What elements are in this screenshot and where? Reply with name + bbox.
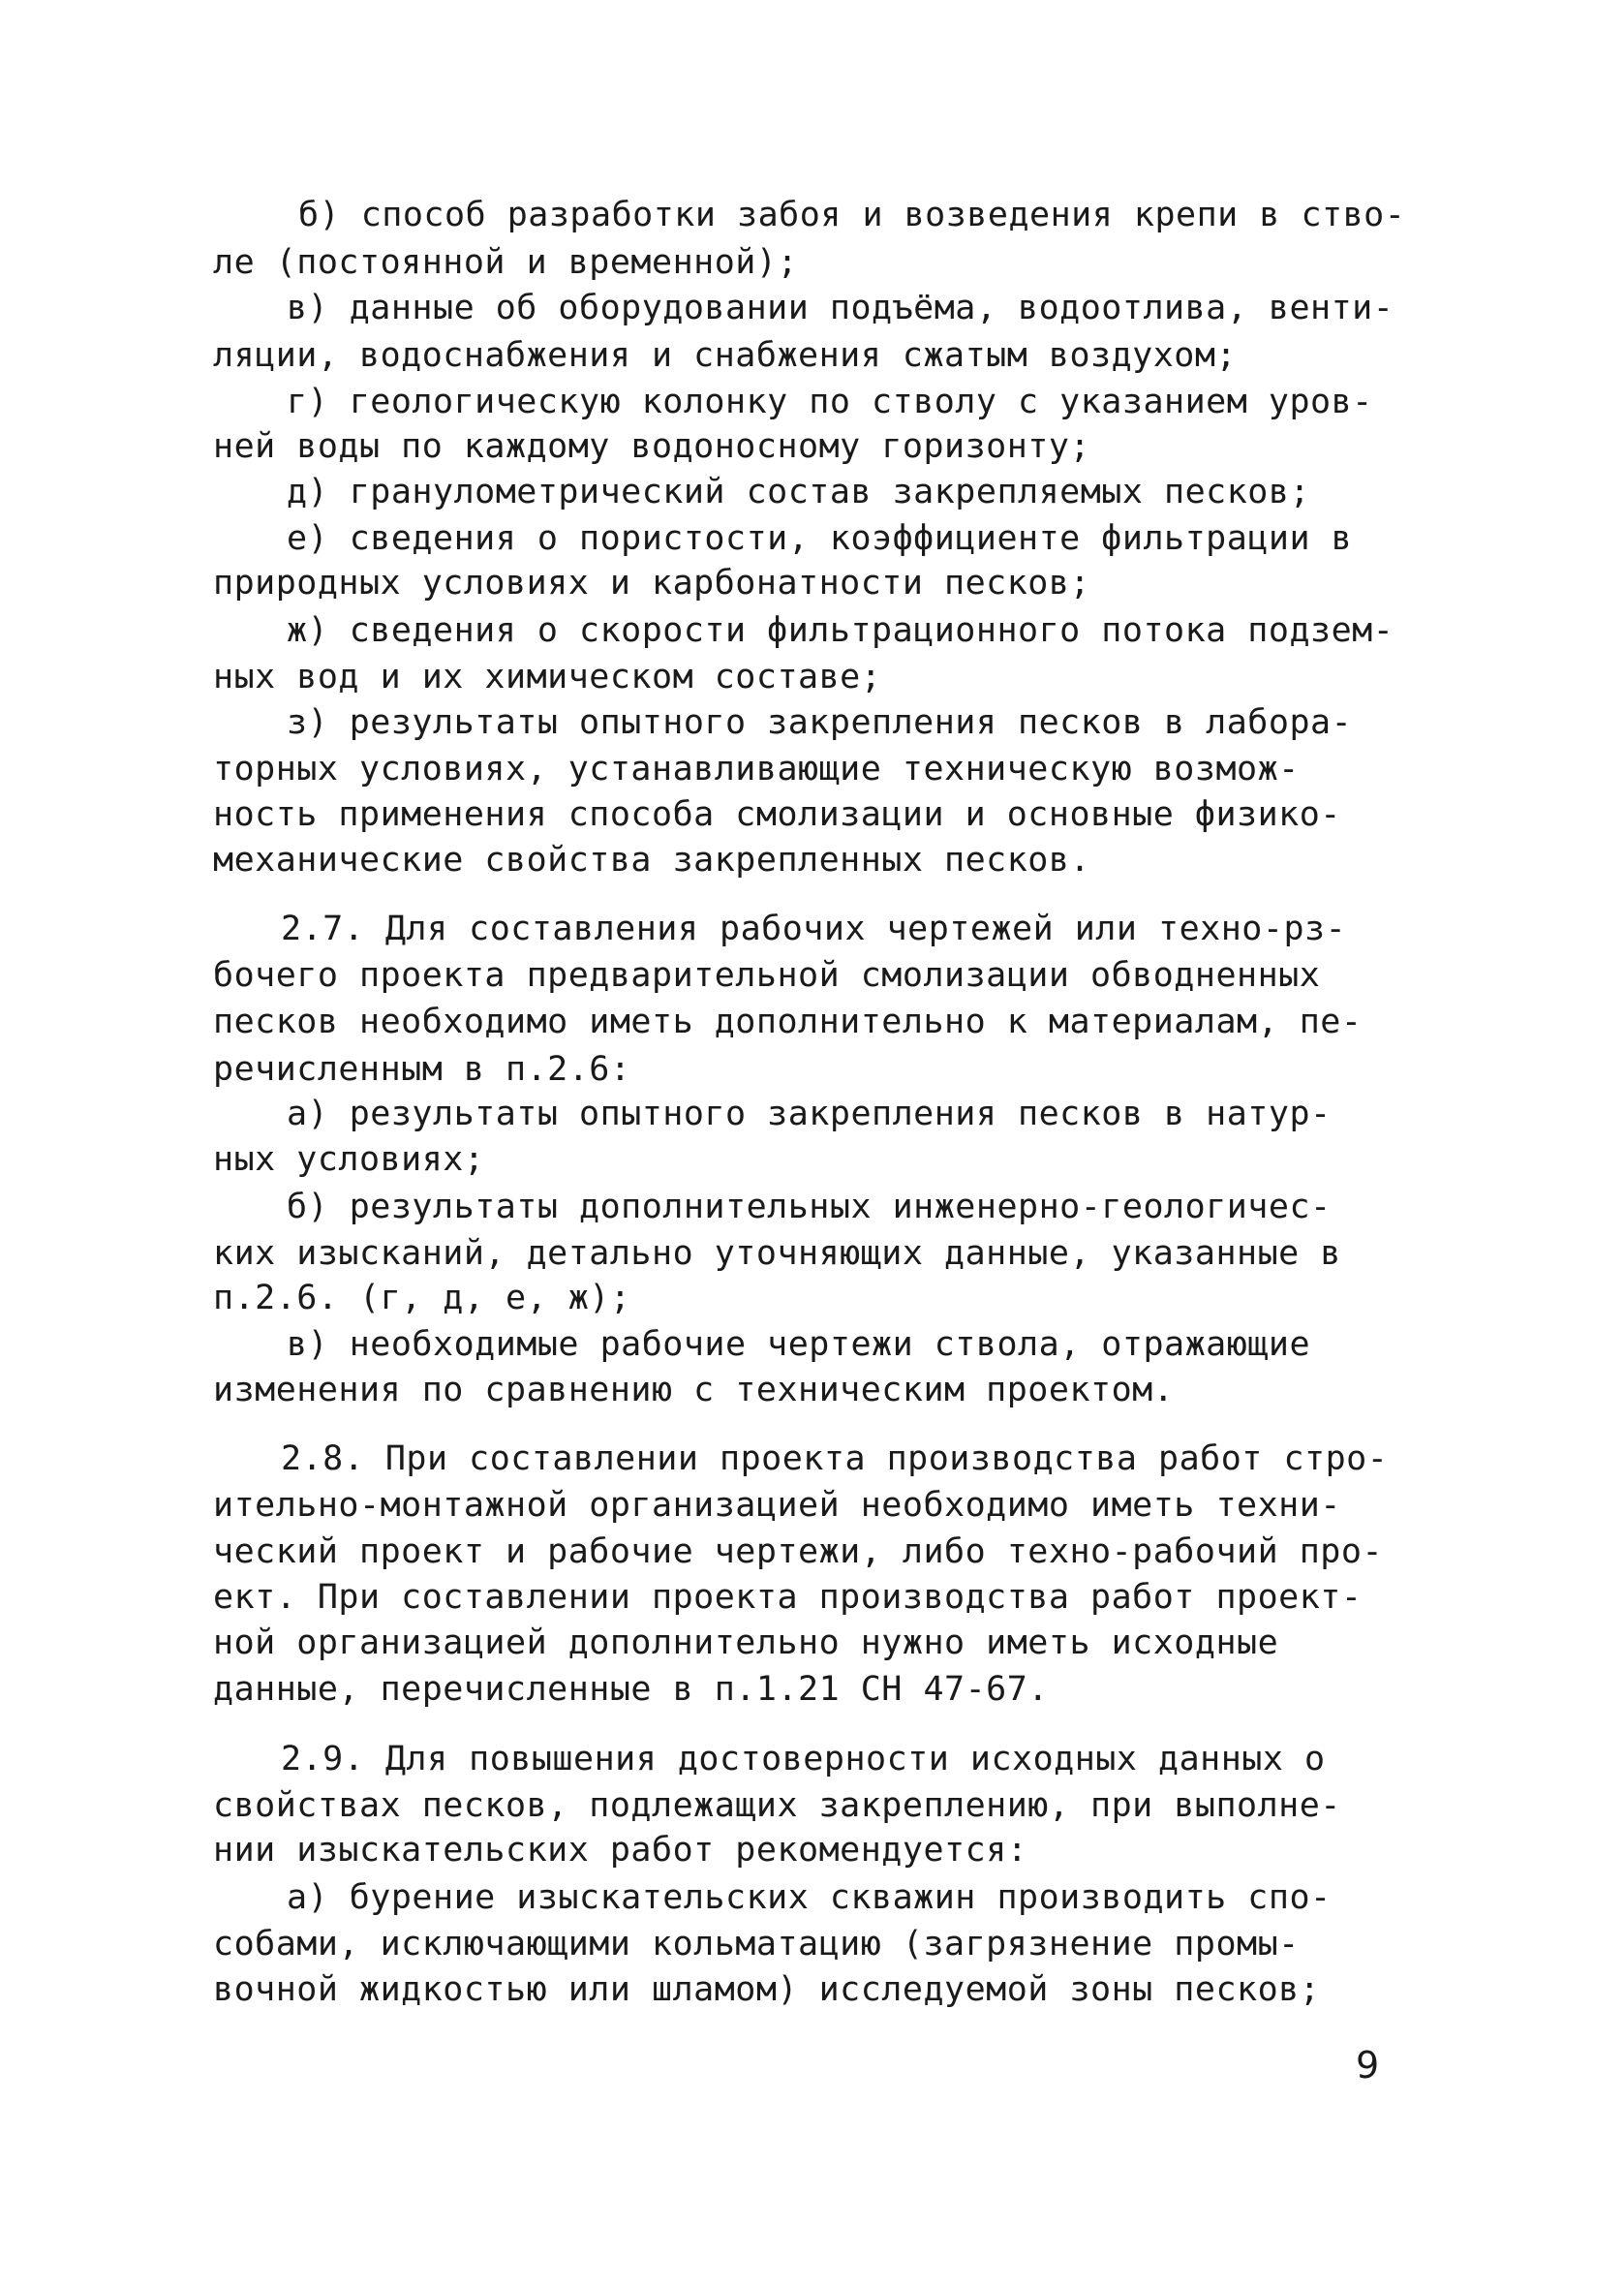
- text-line: ких изысканий, детально уточняющих данные, указанные в: [213, 1234, 1341, 1273]
- text-line: е) сведения о пористости, коэффициенте фильтрации в: [287, 519, 1353, 558]
- text-line: ляции, водоснабжения и снабжения сжатым воздухом;: [213, 336, 1238, 375]
- text-line: в) необходимые рабочие чертежи ствола, отражающие: [287, 1325, 1311, 1364]
- text-line: собами, исключающими кольматацию (загрязнение промы-: [213, 1925, 1300, 1963]
- text-line: а) результаты опытного закрепления песков в натур-: [287, 1095, 1332, 1133]
- text-line: ект. При составлении проекта производства работ проект-: [213, 1578, 1363, 1617]
- text-line: речисленным в п.2.6:: [213, 1050, 631, 1089]
- text-line: песков необходимо иметь дополнительно к материалам, пе-: [213, 1003, 1363, 1041]
- text-line: а) бурение изыскательских скважин производить спо-: [287, 1878, 1332, 1917]
- text-line: з) результаты опытного закрепления песков в лабора-: [287, 703, 1353, 742]
- text-line: свойствах песков, подлежащих закреплению, при выполне-: [213, 1786, 1341, 1825]
- text-line: ных условиях;: [213, 1140, 485, 1179]
- text-line: изменения по сравнению с техническим проектом.: [213, 1371, 1175, 1409]
- text-line: ность применения способа смолизации и основные физико-: [213, 795, 1341, 834]
- text-line: ле (постоянной и временной);: [213, 243, 799, 282]
- text-line: ней воды по каждому водоносному горизонту;: [213, 427, 1091, 466]
- text-line: ж) сведения о скорости фильтрационного потока подзем-: [287, 611, 1394, 650]
- text-line: г) геологическую колонку по стволу с указанием уров-: [287, 383, 1373, 421]
- text-line: нии изыскательских работ рекомендуется:: [213, 1831, 1028, 1870]
- text-line: б) способ разработки забоя и возведения крепи в ство-: [298, 196, 1406, 234]
- text-line: природных условиях и карбонатности песков;: [213, 564, 1091, 603]
- text-line: п.2.6. (г, д, е, ж);: [213, 1279, 631, 1317]
- text-line: д) гранулометрический состав закрепляемых песков;: [287, 473, 1311, 511]
- text-line: в) данные об оборудовании подъёма, водоотлива, венти-: [287, 289, 1394, 327]
- text-line: 2.9. Для повышения достоверности исходных данных о: [281, 1740, 1326, 1778]
- text-line: вочной жидкостью или шламом) исследуемой зоны песков;: [213, 1970, 1321, 2009]
- text-line: ных вод и их химическом составе;: [213, 658, 882, 696]
- text-line: 2.8. При составлении проекта производства работ стро-: [281, 1439, 1389, 1478]
- text-line: б) результаты дополнительных инженерно-геологичес-: [287, 1188, 1332, 1226]
- text-line: торных условиях, устанавливающие техническую возмож-: [213, 750, 1300, 788]
- text-line: ительно-монтажной организацией необходимо иметь техни-: [213, 1486, 1341, 1525]
- text-line: данные, перечисленные в п.1.21 СН 47-67.: [213, 1670, 1049, 1709]
- text-line: механические свойства закрепленных песков.: [213, 841, 1091, 880]
- text-line: бочего проекта предварительной смолизации обводненных: [213, 956, 1321, 995]
- text-line: 2.7. Для составления рабочих чертежей или техно-рз-: [281, 910, 1347, 948]
- text-line: ной организацией дополнительно нужно иметь исходные: [213, 1623, 1279, 1662]
- text-line: ческий проект и рабочие чертежи, либо техно-рабочий про-: [213, 1532, 1384, 1571]
- page-number: 9: [1356, 2044, 1380, 2087]
